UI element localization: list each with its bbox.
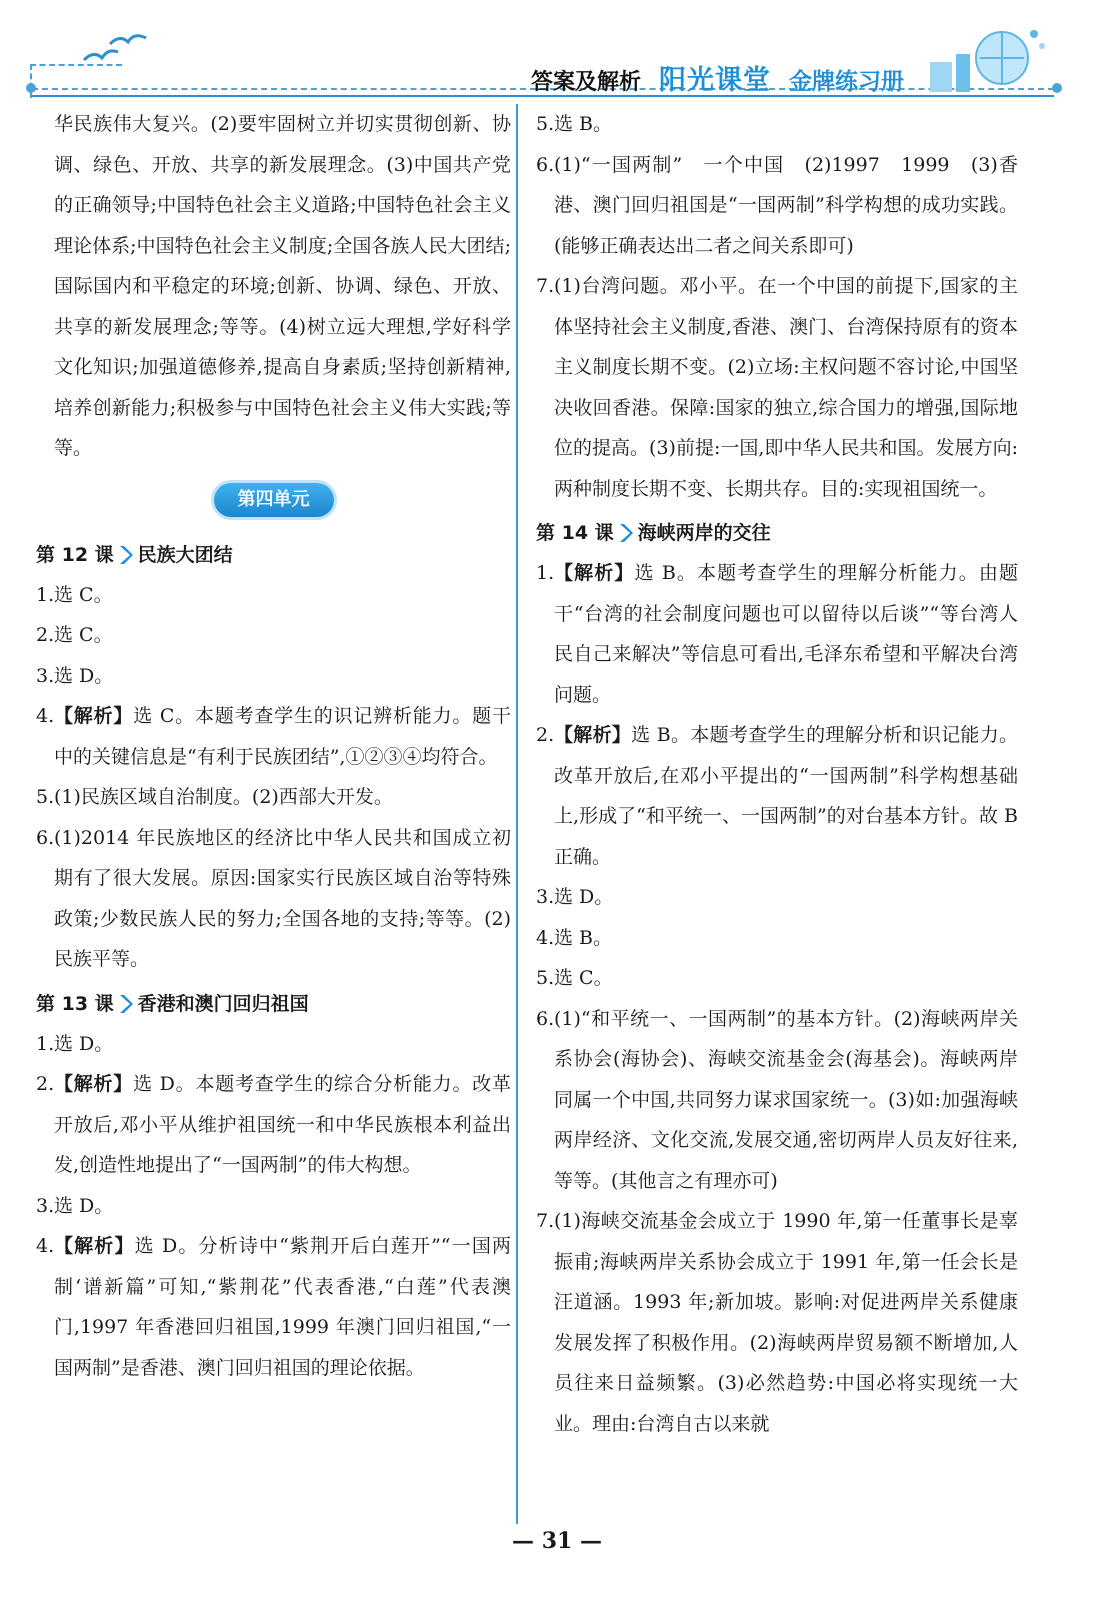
analysis-tag: 【解析】 bbox=[554, 724, 632, 746]
item-number: 2. bbox=[36, 1073, 55, 1095]
item-text: (1)民族区域自治制度。(2)西部大开发。 bbox=[54, 786, 393, 808]
item-number: 3. bbox=[36, 1194, 55, 1217]
answer-item bbox=[536, 266, 1018, 509]
answer-item bbox=[536, 1201, 1018, 1444]
lesson-12-heading bbox=[36, 537, 511, 573]
lesson-14-heading bbox=[536, 515, 1018, 551]
item-number: 4. bbox=[36, 705, 55, 727]
item-number: 2. bbox=[536, 724, 555, 746]
item-number: 2. bbox=[36, 624, 55, 646]
answer-item bbox=[536, 553, 1018, 715]
answer-item bbox=[36, 1186, 511, 1227]
item-text: 选 C。本题考查学生的识记辨析能力。题干中的关键信息是“有利于民族团结”,①②③④均符合。 bbox=[54, 705, 511, 768]
unit-badge: 第四单元 bbox=[214, 483, 334, 517]
answer-item bbox=[536, 877, 1018, 918]
item-text: 选 D。 bbox=[54, 1032, 114, 1055]
intro-text: 华民族伟大复兴。(2)要牢固树立并切实贯彻创新、协调、绿色、开放、共享的新发展理念。(3)中国共产党的正确领导;中国特色社会主义道路;中国特色社会主义理论体系;中国特色社会主义制度;全国各族人民大团结;国际国内和平稳定的环境;创新、协调、绿色、开放、共享的新发展理念;等等。(4)树立远大理想,学好科学文化知识;加强道德修养,提高自身素质;坚持创新精神,培养创新能力;积极参与中国特色社会主义伟大实践;等等。 bbox=[54, 113, 511, 459]
item-text: 选 C。 bbox=[54, 583, 113, 606]
item-number: 6. bbox=[36, 826, 55, 849]
lesson-number: 第 14 课 bbox=[536, 522, 614, 544]
item-text: 选 B。本题考查学生的理解分析能力。由题干“台湾的社会制度问题也可以留待以后谈”“等台湾人民自己来解决”等信息可看出,毛泽东希望和平解决台湾问题。 bbox=[554, 562, 1018, 706]
item-number: 4. bbox=[536, 926, 555, 949]
analysis-tag: 【解析】 bbox=[54, 1073, 134, 1095]
item-number: 1. bbox=[36, 1032, 55, 1055]
answers-label: 答案及解析 bbox=[530, 70, 641, 95]
item-text: (1)台湾问题。邓小平。在一个中国的前提下,国家的主体坚持社会主义制度,香港、澳门、台湾保持原有的资本主义制度长期不变。(2)立场:主权问题不容讨论,中国坚决收回香港。保障:国家的独立,综合国力的增强,国际地位的提高。(3)前提:一国,即中华人民共和国。发展方向:两种制度长期不变、长期共存。目的:实现祖国统一。 bbox=[554, 275, 1018, 500]
lesson-number: 第 12 课 bbox=[36, 543, 114, 566]
answer-item bbox=[536, 918, 1018, 959]
answer-item bbox=[536, 145, 1018, 267]
analysis-tag: 【解析】 bbox=[54, 1235, 135, 1257]
item-number: 1. bbox=[36, 583, 55, 606]
rule-dot bbox=[26, 83, 36, 93]
item-text: 选 D。分析诗中“紫荆开后白莲开”“一国两制‘谱新篇”可知,“紫荆花”代表香港,“白莲”代表澳门,1997 年香港回归祖国,1999 年澳门回归祖国,“一国两制”是香港、澳门回归祖国的理论依据。 bbox=[54, 1235, 511, 1379]
item-number: 3. bbox=[536, 886, 555, 908]
lesson-number: 第 13 课 bbox=[36, 992, 114, 1015]
item-text: (1)“和平统一、一国两制”的基本方针。(2)海峡两岸关系协会(海协会)、海峡交流基金会(海基会)。海峡两岸同属一个中国,共同努力谋求国家统一。(3)如:加强海峡两岸经济、文化交流,发展交通,密切两岸人员友好往来,等等。(其他言之有理亦可) bbox=[554, 1007, 1018, 1192]
item-number: 6. bbox=[536, 153, 555, 176]
item-number: 7. bbox=[536, 1210, 555, 1232]
item-text: 选 D。本题考查学生的综合分析能力。改革开放后,邓小平从维护祖国统一和中华民族根本利益出发,创造性地提出了“一国两制”的伟大构想。 bbox=[54, 1073, 511, 1176]
analysis-tag: 【解析】 bbox=[554, 562, 635, 584]
page-header bbox=[0, 0, 1114, 110]
answer-item bbox=[36, 656, 511, 697]
item-text: 选 B。本题考查学生的理解分析和识记能力。改革开放后,在邓小平提出的“一国两制”科学构想基础上,形成了“和平统一、一国两制”的对台基本方针。故 B 正确。 bbox=[554, 724, 1018, 868]
chevron-right-icon bbox=[118, 544, 134, 566]
item-text: (1)2014 年民族地区的经济比中华人民共和国成立初期有了很大发展。原因:国家实行民族区域自治等特殊政策;少数民族人民的努力;全国各地的支持;等等。(2)民族平等。 bbox=[54, 826, 511, 970]
answer-item bbox=[36, 1226, 511, 1388]
item-number: 6. bbox=[536, 1007, 555, 1030]
item-number: 5. bbox=[36, 786, 55, 808]
answer-item bbox=[36, 696, 511, 777]
intro-paragraph bbox=[36, 104, 511, 469]
series-name: 金牌练习册 bbox=[789, 69, 904, 95]
globe-icon bbox=[922, 18, 1052, 98]
answer-item bbox=[36, 1064, 511, 1186]
answer-item bbox=[536, 104, 1018, 145]
header-titles bbox=[531, 58, 904, 97]
chevron-right-icon bbox=[618, 522, 634, 544]
left-column bbox=[36, 104, 511, 1388]
item-text: 选 D。 bbox=[54, 664, 114, 687]
answer-item bbox=[536, 958, 1018, 999]
page-number: — 31 — bbox=[512, 1528, 602, 1554]
item-text: 选 B。 bbox=[554, 113, 613, 135]
chevron-right-icon bbox=[118, 993, 134, 1015]
answer-item bbox=[36, 1024, 511, 1065]
item-number: 7. bbox=[536, 275, 555, 297]
answer-item bbox=[36, 575, 511, 616]
answer-item bbox=[536, 715, 1018, 877]
answer-item bbox=[36, 777, 511, 818]
answer-item bbox=[36, 615, 511, 656]
answer-item bbox=[36, 818, 511, 980]
item-text: 选 D。 bbox=[554, 886, 614, 908]
item-text: (1)“一国两制” 一个中国 (2)1997 1999 (3)香港、澳门回归祖国是“一国两制”科学构想的成功实践。(能够正确表达出二者之间关系即可) bbox=[554, 153, 1018, 257]
header-frame bbox=[30, 64, 122, 98]
item-number: 3. bbox=[36, 664, 55, 687]
lesson-title: 香港和澳门回归祖国 bbox=[137, 992, 309, 1015]
column-divider bbox=[516, 104, 518, 1524]
item-number: 5. bbox=[536, 113, 555, 135]
lesson-title: 民族大团结 bbox=[137, 543, 233, 566]
answer-item bbox=[536, 999, 1018, 1202]
item-number: 1. bbox=[536, 562, 555, 584]
item-text: 选 C。 bbox=[54, 624, 113, 646]
item-number: 4. bbox=[36, 1235, 55, 1257]
right-column bbox=[536, 104, 1018, 1444]
item-text: 选 B。 bbox=[554, 926, 613, 949]
unit-heading bbox=[36, 479, 511, 527]
item-text: 选 D。 bbox=[54, 1194, 114, 1217]
analysis-tag: 【解析】 bbox=[54, 705, 134, 727]
lesson-title: 海峡两岸的交往 bbox=[637, 522, 771, 544]
item-text: 选 C。 bbox=[554, 967, 613, 989]
rule-dot bbox=[1052, 83, 1062, 93]
lesson-13-heading bbox=[36, 986, 511, 1022]
item-number: 5. bbox=[536, 967, 555, 989]
item-text: (1)海峡交流基金会成立于 1990 年,第一任董事长是辜振甫;海峡两岸关系协会成立于 1991 年,第一任会长是汪道涵。1993 年;新加坡。影响:对促进两岸关系健康发展发挥了积极作用。(2)海峡两岸贸易额不断增加,人员往来日益频繁。(3)必然趋势:中国必将实现统一大业。理由:台湾自古以来就 bbox=[554, 1210, 1018, 1435]
brand-name: 阳光课堂 bbox=[659, 65, 771, 96]
